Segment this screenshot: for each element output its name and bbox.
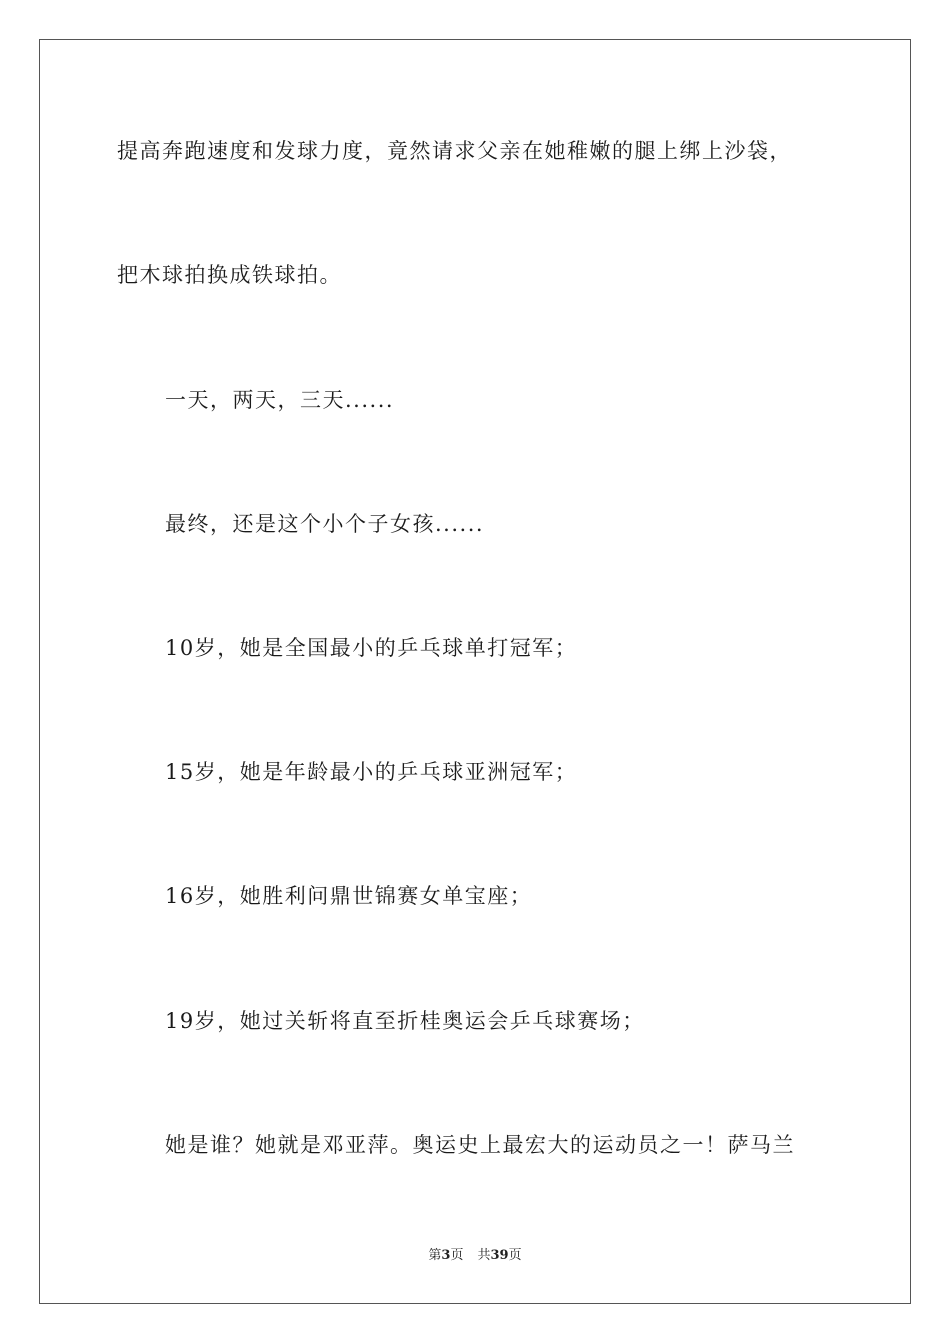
- total-suffix: 页: [508, 1248, 522, 1263]
- page-prefix: 第: [428, 1248, 442, 1263]
- paragraph-line: 她是谁？她就是邓亚萍。奥运史上最宏大的运动员之一！萨马兰: [165, 1133, 795, 1157]
- paragraph-line: 提高奔跑速度和发球力度，竟然请求父亲在她稚嫩的腿上绑上沙袋，: [117, 139, 792, 163]
- paragraph-line: 15岁，她是年龄最小的乒乓球亚洲冠军；: [165, 760, 578, 784]
- page-footer: [0, 1247, 950, 1265]
- paragraph-line: 16岁，她胜利问鼎世锦赛女单宝座；: [165, 884, 533, 908]
- total-prefix: 共: [477, 1248, 491, 1263]
- total-pages: 39: [490, 1248, 509, 1263]
- paragraph-line: 一天，两天，三天......: [165, 388, 395, 412]
- paragraph-line: 最终，还是这个小个子女孩......: [165, 512, 485, 536]
- page-number: 3: [441, 1248, 451, 1263]
- paragraph-line: 10岁，她是全国最小的乒乓球单打冠军；: [165, 636, 578, 660]
- paragraph-line: 把木球拍换成铁球拍。: [117, 263, 342, 287]
- paragraph-line: 19岁，她过关斩将直至折桂奥运会乒乓球赛场；: [165, 1009, 645, 1033]
- page-border: [39, 39, 911, 1304]
- page-suffix: 页: [450, 1248, 464, 1263]
